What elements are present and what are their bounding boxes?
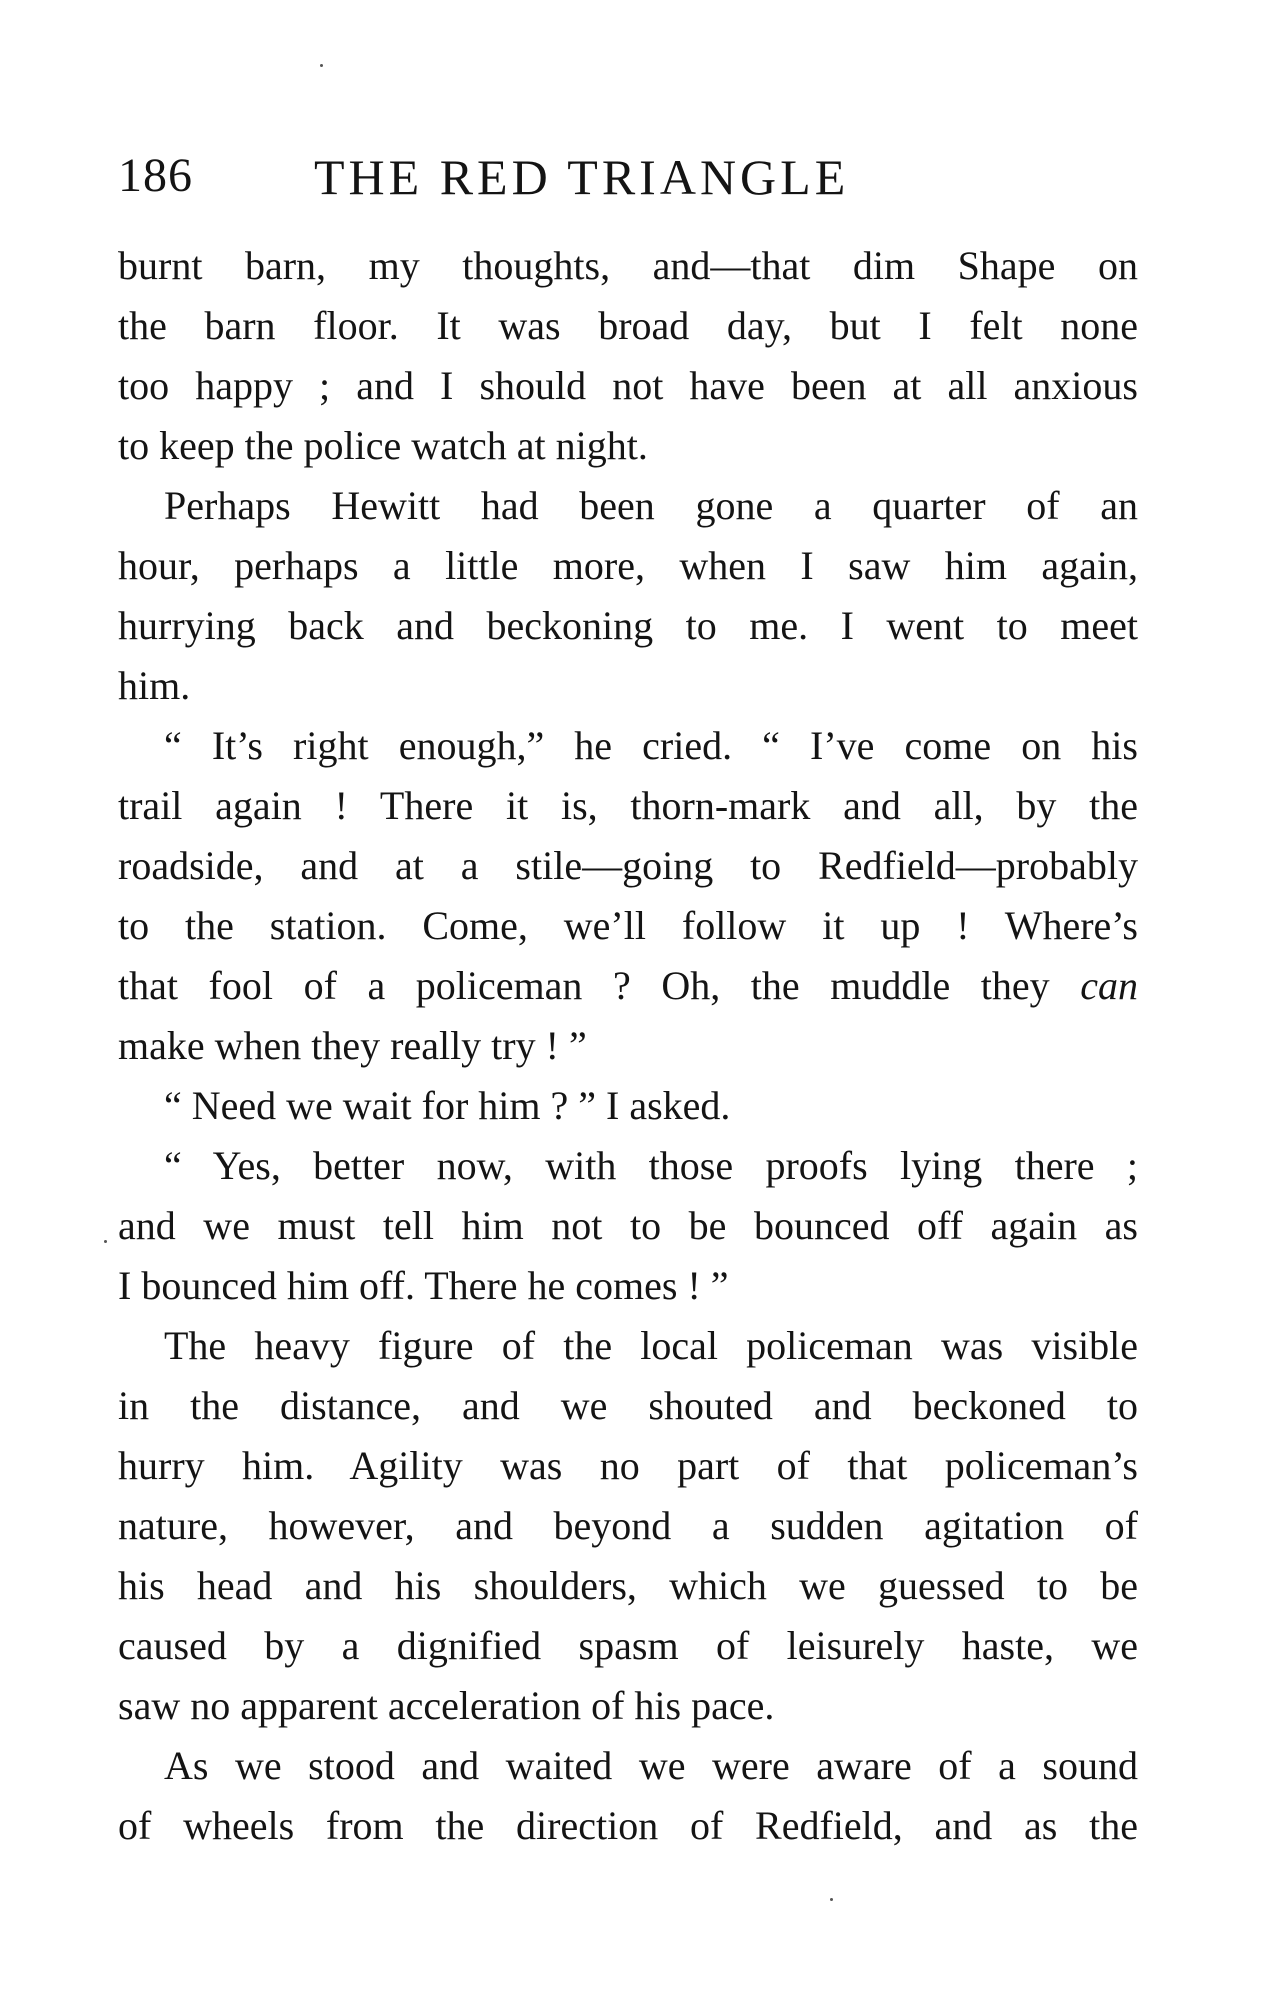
- text-line: “ Yes, better now, with those proofs lying there ;: [164, 1143, 1138, 1188]
- text-line: to keep the police watch at night.: [118, 423, 648, 468]
- text-line: “ Need we wait for him ? ” I asked.: [164, 1083, 731, 1128]
- text-line: trail again ! There it is, thorn-mark and all, by the: [118, 783, 1138, 828]
- text-line: in the distance, and we shouted and beckoned to: [118, 1383, 1138, 1428]
- text-line: burnt barn, my thoughts, and—that dim Shape on: [118, 243, 1138, 288]
- paragraph: [118, 1736, 1138, 1856]
- text-line: The heavy figure of the local policeman was visible: [164, 1323, 1138, 1368]
- paragraph: [118, 1076, 1138, 1136]
- paragraph: [118, 236, 1138, 476]
- body-text: [118, 236, 1138, 1856]
- text-line: to the station. Come, we’ll follow it up ! Where’s: [118, 903, 1138, 948]
- text-line: make when they really try ! ”: [118, 1023, 587, 1068]
- paragraph: [118, 1136, 1138, 1316]
- page-number: 186: [118, 149, 193, 202]
- page-header: [118, 148, 1138, 218]
- paper-speck: [320, 64, 323, 67]
- running-head: THE RED TRIANGLE: [314, 149, 850, 205]
- paragraph: [118, 476, 1138, 716]
- text-line: Perhaps Hewitt had been gone a quarter of an: [164, 483, 1138, 528]
- text-line: that fool of a policeman ? Oh, the muddle they can: [118, 963, 1138, 1008]
- text-line: “ It’s right enough,” he cried. “ I’ve come on his: [164, 723, 1138, 768]
- text-line: I bounced him off. There he comes ! ”: [118, 1263, 729, 1308]
- text-line: the barn floor. It was broad day, but I felt none: [118, 303, 1138, 348]
- text-line: hour, perhaps a little more, when I saw him again,: [118, 543, 1138, 588]
- text-line: of wheels from the direction of Redfield, and as the: [118, 1803, 1138, 1848]
- paper-speck: [830, 1898, 833, 1901]
- paper-speck: [104, 1240, 107, 1243]
- text-line: As we stood and waited we were aware of a sound: [164, 1743, 1138, 1788]
- text-line: and we must tell him not to be bounced off again as: [118, 1203, 1138, 1248]
- text-line: him.: [118, 663, 191, 708]
- text-line: saw no apparent acceleration of his pace.: [118, 1683, 775, 1728]
- text-line: nature, however, and beyond a sudden agitation of: [118, 1503, 1138, 1548]
- text-line: too happy ; and I should not have been at all anxious: [118, 363, 1138, 408]
- text-line: roadside, and at a stile—going to Redfield—probably: [118, 843, 1138, 888]
- text-line: hurry him. Agility was no part of that policeman’s: [118, 1443, 1138, 1488]
- text-line: hurrying back and beckoning to me. I went to meet: [118, 603, 1138, 648]
- text-line: his head and his shoulders, which we guessed to be: [118, 1563, 1138, 1608]
- paragraph: [118, 716, 1138, 1076]
- paragraph: [118, 1316, 1138, 1736]
- text-line: caused by a dignified spasm of leisurely haste, we: [118, 1623, 1138, 1668]
